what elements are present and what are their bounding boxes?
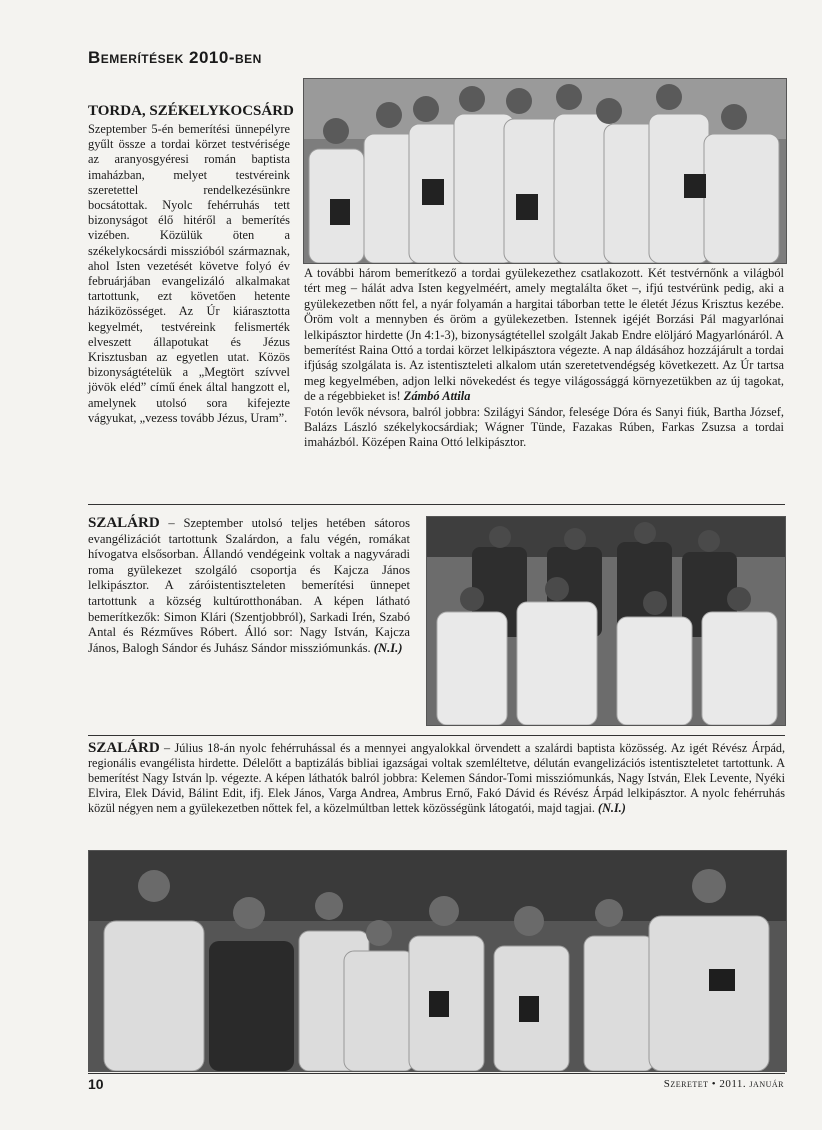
section-heading-szalard-1: SZALÁRD (88, 515, 160, 531)
group-photo-torda (303, 78, 787, 264)
article-text: – Július 18-án nyolc fehérruhással és a mennyei angyalokkal örvendett a szalárdi baptista közösség. Az igét Révész Árpád, regionális evangélista hirdette. Délelőtt a baptizálás bibliai igazságai voltak szemléltetve, délután evangelizációs istentiszteletet tartottunk. A bemerítést Nagy István lp. végezte. A képen láthatók balról jobbra: Kelemen Sándor-Tomi missziómunkás, Nagy István, Elek Levente, Nyéki Elvira, Elek Dávid, Bálint Edit, ifj. Elek János, Varga Andrea, Ambrus Ernő, Fakó Dávid és Révész Árpád lelkipásztor. A nyolc fehérruhás közül négyen nem a gyülekezetben nőttek fel, a közelmúltban lettek közösségünk látogatói, majd tagjai. (88, 741, 785, 815)
section-divider (88, 504, 785, 505)
publication-info: Szeretet • 2011. január (663, 1078, 784, 1090)
footer-rule (88, 1073, 785, 1074)
page-title: Bemerítések 2010-ben (88, 48, 262, 67)
article-text: – Szeptember utolsó teljes hetében sátoros evangélizációt tartottunk Szalárdon, a falu végén, romákat hívogatva elsősorban. Állandó vendégeink voltak a nagyváradi roma gyülekezet szolgáló csoportja és Kajcza János lelkipásztor. A záróistentiszteleten bemerítési ünnepet tartottunk a község kultúrotthonában. A képen látható bemerítkezők: Simon Klári (Szentjobbról), Sarkadi Irén, Szabó Antal és Rézműves Róbert. Álló sor: Nagy István, Kajcza János, Balogh Sándor és Juhász Sándor missziómunkás. (88, 516, 410, 655)
article-body-szalard-july (88, 741, 785, 816)
section-divider (88, 735, 785, 736)
page-number: 10 (88, 1076, 104, 1092)
group-photo-szalard-september (426, 516, 786, 726)
caption-body: A további három bemerítkező a tordai gyülekezethez csatlakozott. Két testvérnőnk a világból tért meg – hálát adva Isten kegyelméért, amely megtalálta őket –, ifjú testvérünk pedig, aki a gyülekezetben nőtt fel, a nyár folyamán a hargitai táborban tette le életét Jézus Krisztus kezébe. Öröm volt a mennyben és öröm a gyülekezetben. Istennek igéjét Borzási Pál magyarlónai lelkipásztor hirdette (Jn 4:1-3), bizonyságtétellel szolgált Jakab Endre elöljáró Magyarlónáról. A bemerítést Raina Ottó a tordai körzet lelkipásztora végezte. A nap áldásához hozzájárult a tordai ifjúság szolgálata is. Az istentiszteleti alkalom után szeretetvendégség következett. Az Úr tartsa meg kegyelmében, adjon lelki növekedést és tegye világossággá környezetükben az új tagokat, de a régebbieket is! (304, 266, 784, 404)
section-heading-szalard-2: SZALÁRD (88, 740, 160, 756)
group-photo-szalard-july (88, 850, 787, 1072)
article-body-szalard-september (88, 516, 410, 656)
photo-names: Fotón levők névsora, balról jobbra: Szilágyi Sándor, felesége Dóra és Sanyi fiúk, Bartha József, Balázs László székelykocsárdiak; Wágner Tünde, Fazakas Rúben, Farkas Zsuzsa a tordai imaházból. Középen Raina Ottó lelkipásztor. (304, 404, 784, 450)
photo-caption-torda (304, 266, 784, 451)
section-heading-torda: TORDA, SZÉKELYKOCSÁRD (88, 103, 294, 119)
article-body-torda: Szeptember 5-én bemerítési ünnepélyre gyűlt össze a tordai körzet testvérisége az aranyosgyéresi román baptista imaházban, melyet testvéreink szeretettel rendelkezésünkre bocsátottak. Nyolc fehérruhás tett bizonyságot élő hitéről a bemerítés vizében. Közülük öten a székelykocsárdi misszióból származnak, ahol Isten vezetését követve folyó év februárjában evangelizáló alkalmakat tartottunk, ezt követően hetente háziközösséget. Az Úr kiárasztotta kegyelmét, testvéreink felismerték elveszett állapotukat és Jézus Krisztusban az egyetlen utat. Közös bizonyságtételük a „Megtört szívvel jövök eléd” című ének által hangzott el, amelynek utolsó sora kifejezte vágyukat, „vezess tovább Jézus, Uram”. (88, 122, 290, 425)
author-initials: (N.I.) (373, 640, 403, 655)
author-initials: (N.I.) (598, 801, 626, 815)
author-signature: Zámbó Attila (403, 389, 471, 404)
